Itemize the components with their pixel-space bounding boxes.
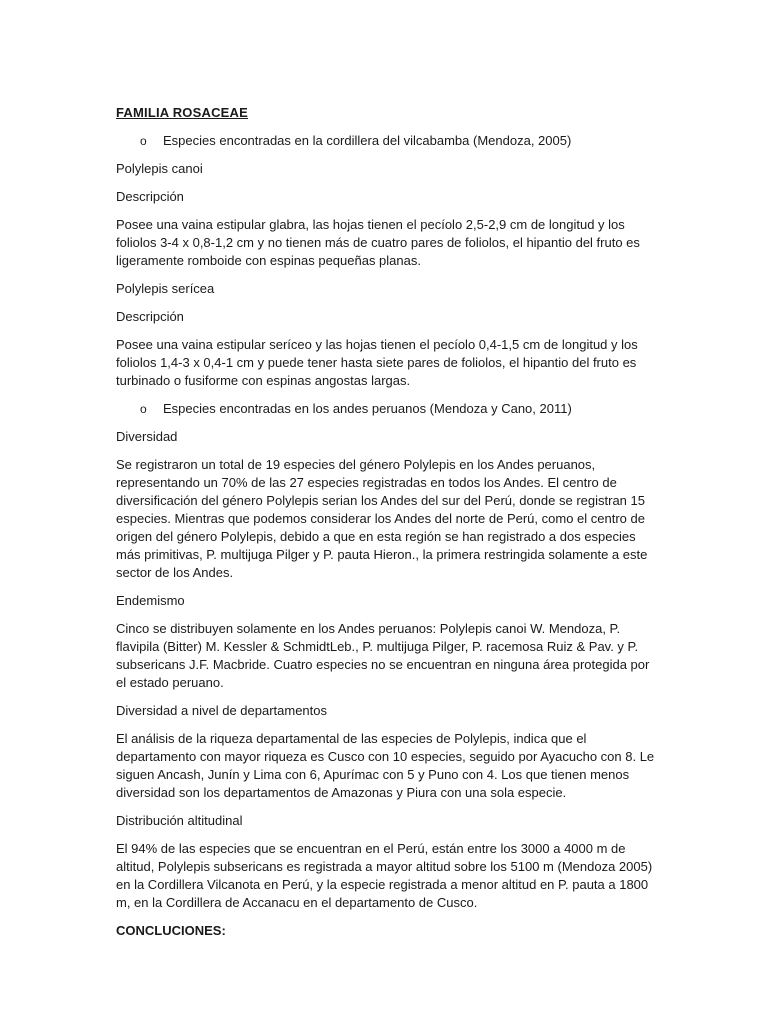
- hollow-bullet-icon: o: [140, 134, 147, 148]
- endemism-paragraph: Cinco se distribuyen solamente en los Andes peruanos: Polylepis canoi W. Mendoza, P. flavipila (Bitter) M. Kessler & SchmidtLeb., P. multijuga Pilger, P. racemosa Ruiz & Pav. y P. subsericans J.F. Macbride. Cuatro especies no se encuentran en ninguna área protegida por el estado peruano.: [116, 621, 650, 690]
- hollow-bullet-icon: o: [140, 402, 147, 416]
- department-diversity-heading: Diversidad a nivel de departamentos: [116, 703, 328, 718]
- diversity-paragraph: Se registraron un total de 19 especies del género Polylepis en los Andes peruanos, representando un 70% de las 27 especies registradas en todos los Andes. El centro de diversificación del género Polylepis serian los Andes del sur del Perú, donde se registran 15 especies. Mientras que podemos considerar los Andes del norte de Perú, como el centro de origen del género Polylepis, debido a que en esta región se han registrado a dos especies más primitivas, P. multijuga Pilger y P. pauta Hieron., la primera restringida solamente a este sector de los Andes.: [116, 457, 648, 580]
- endemism-heading: Endemismo: [116, 593, 185, 608]
- document-title: FAMILIA ROSACEAE: [116, 105, 249, 120]
- description-heading: Descripción: [116, 189, 184, 204]
- altitude-paragraph: El 94% de las especies que se encuentran en el Perú, están entre los 3000 a 4000 m de altitud, Polylepis subsericans es registrada a mayor altitud sobre los 5100 m (Mendoza 2005) en la Cordillera Vilcanota en Perú, y la especie registrada a menor altitud en P. pauta a 1800 m, en la Cordillera de Accanacu en el departamento de Cusco.: [116, 841, 653, 910]
- bullet-item-vilcabamba: [116, 132, 660, 150]
- conclusions-heading: CONCLUCIONES:: [116, 923, 226, 938]
- description-heading: Descripción: [116, 309, 184, 324]
- department-diversity-paragraph: El análisis de la riqueza departamental de las especies de Polylepis, indica que el departamento con mayor riqueza es Cusco con 10 especies, seguido por Ayacucho con 8. Le siguen Ancash, Junín y Lima con 6, Apurímac con 5 y Puno con 4. Los que tienen menos diversidad son los departamentos de Amazonas y Piura con una sola especie.: [116, 731, 655, 800]
- description-paragraph-canoi: Posee una vaina estipular glabra, las hojas tienen el pecíolo 2,5-2,9 cm de longitud y los foliolos 3-4 x 0,8-1,2 cm y no tienen más de cuatro pares de foliolos, el hipantio del fruto es ligeramente romboide con espinas pequeñas planas.: [116, 217, 640, 268]
- species-heading-canoi: Polylepis canoi: [116, 161, 203, 176]
- bullet-item-andes: [116, 400, 660, 418]
- bullet-text: Especies encontradas en los andes peruanos (Mendoza y Cano, 2011): [163, 401, 572, 416]
- altitude-heading: Distribución altitudinal: [116, 813, 243, 828]
- description-paragraph-sericea: Posee una vaina estipular seríceo y las hojas tienen el pecíolo 0,4-1,5 cm de longitud y los foliolos 1,4-3 x 0,4-1 cm y puede tener hasta siete pares de foliolos, el hipantio del fruto es turbinado o fusiforme con espinas angostas largas.: [116, 337, 638, 388]
- bullet-text: Especies encontradas en la cordillera del vilcabamba (Mendoza, 2005): [163, 133, 572, 148]
- diversity-heading: Diversidad: [116, 429, 178, 444]
- species-heading-sericea: Polylepis serícea: [116, 281, 215, 296]
